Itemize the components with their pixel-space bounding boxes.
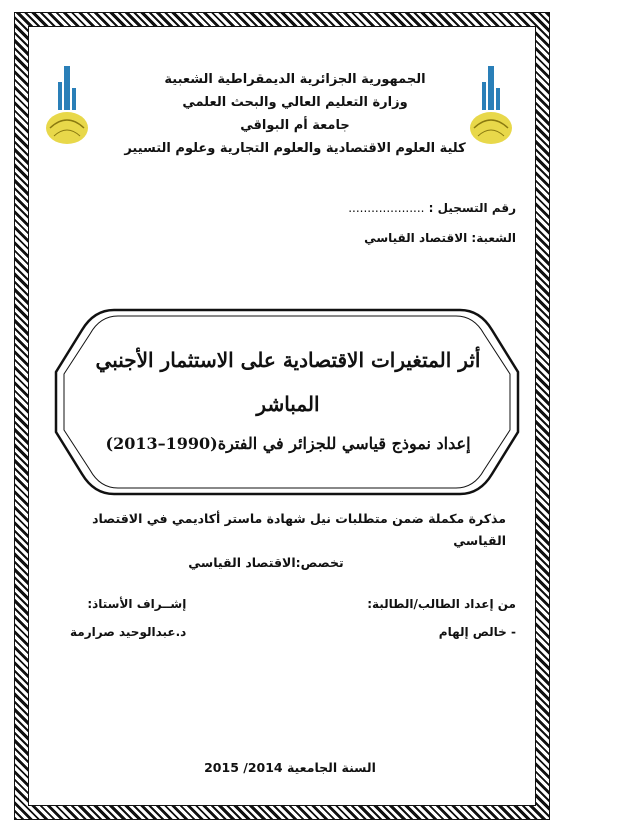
memo-line: مذكرة مكملة ضمن متطلبات نيل شهادة ماستر أكاديمي في الاقتصاد القياسي (92, 511, 506, 548)
university-logo-left (44, 62, 90, 152)
student-block (367, 590, 516, 646)
thesis-title-block (70, 338, 506, 453)
institution-header (110, 68, 480, 160)
header-ministry: وزارة التعليم العالي والبحث العلمي (182, 95, 408, 110)
header-university: جامعة أم البواقي (240, 118, 350, 133)
supervisor-name: د.عبدالوحيد صرارمة (70, 625, 187, 639)
header-faculty: كلية العلوم الاقتصادية والعلوم التجارية وعلوم التسيير (124, 141, 466, 156)
academic-year: السنة الجامعية 2014/ 2015 (204, 760, 376, 775)
thesis-subtitle: إعداد نموذج قياسي للجزائر في الفترة(1990–2013) (105, 434, 471, 453)
student-name: - خالص إلهام (438, 625, 516, 639)
memo-specialty: تخصص:الاقتصاد القياسي (188, 555, 344, 570)
student-label: من إعداد الطالب/الطالبة: (367, 597, 516, 611)
supervisor-label: إشــراف الأستاذ: (87, 597, 187, 611)
supervisor-block (70, 590, 186, 646)
memo-description (66, 508, 506, 574)
thesis-title: أثر المتغيرات الاقتصادية على الاستثمار الأجنبي المباشر (95, 348, 481, 416)
header-republic: الجمهورية الجزائرية الديمقراطية الشعبية (164, 72, 426, 87)
registration-block (348, 193, 516, 253)
registration-label: رقم التسجيل : (428, 201, 516, 215)
registration-dots: .................... (348, 201, 425, 215)
branch-label: الشعبة: الاقتصاد القياسي (364, 231, 516, 245)
registration-number (348, 193, 516, 223)
